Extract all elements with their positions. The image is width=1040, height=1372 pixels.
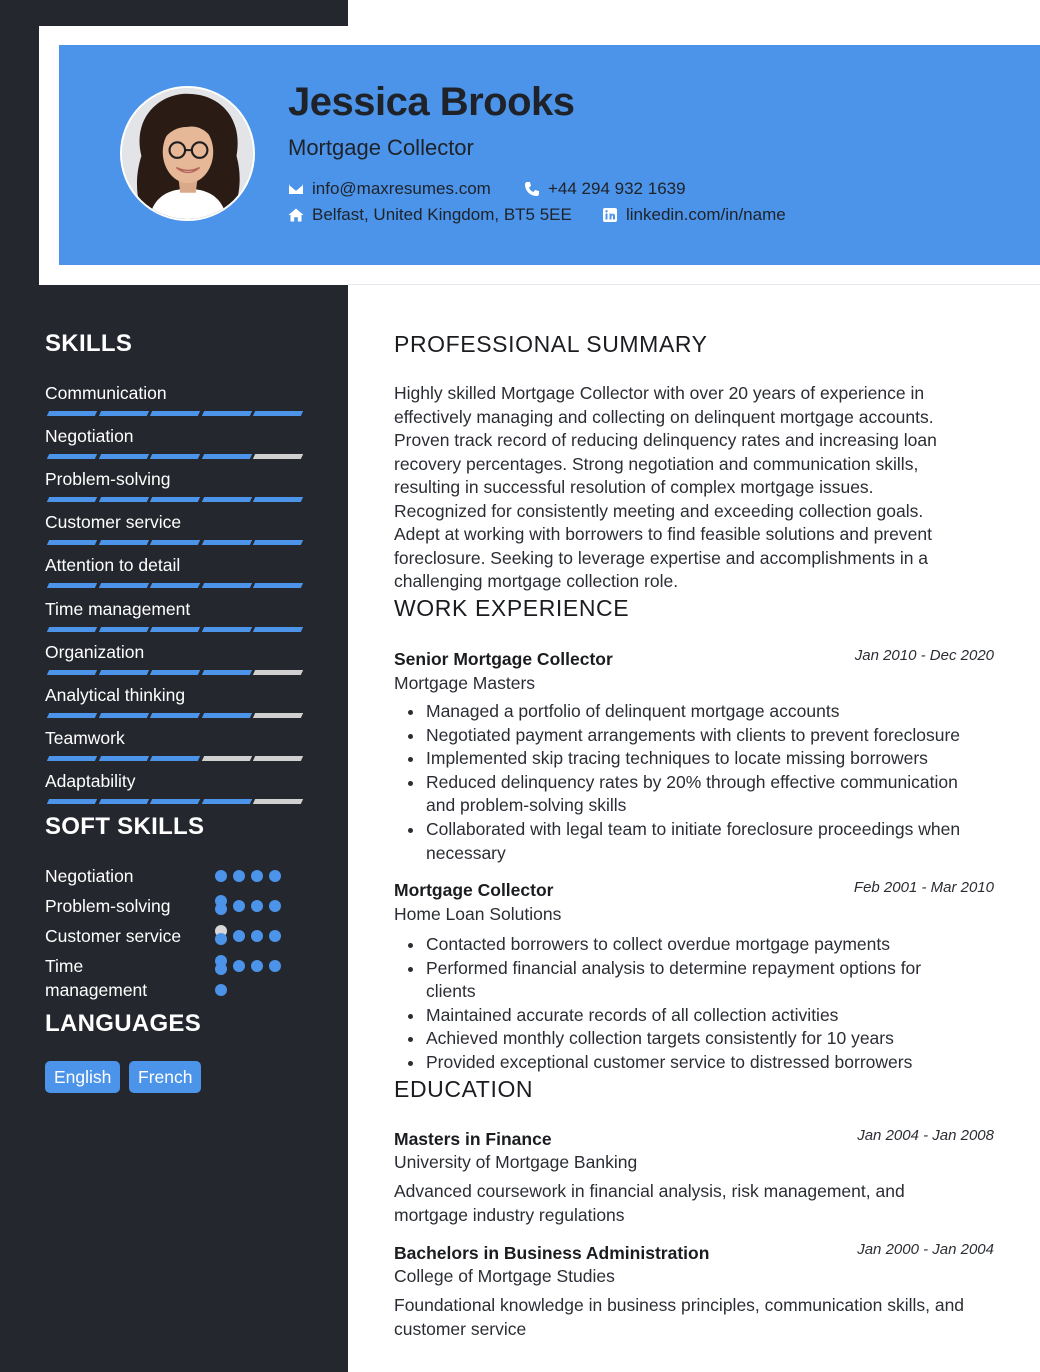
skill-segment-filled [201,411,251,416]
skill-segment-filled [150,627,200,632]
education-heading: EDUCATION [394,1076,534,1102]
skill-segment-filled [98,411,148,416]
skill-label: Communication [45,383,167,403]
location-text: Belfast, United Kingdom, BT5 5EE [312,205,572,224]
bullet-item: Maintained accurate records of all collection activities [404,1004,1000,1028]
skill-label: Customer service [45,512,182,532]
bullet-item: Managed a portfolio of delinquent mortgage accounts [404,700,1000,724]
skill-segment-filled [253,583,303,588]
home-icon [288,207,304,223]
education-description [394,1294,994,1341]
skill-segment-filled [201,799,251,804]
skill-segment-filled [98,583,148,588]
summary-heading: PROFESSIONAL SUMMARY [394,331,708,357]
summary-line: Highly skilled Mortgage Collector with over 20 years of experience in [394,383,925,403]
job-company: Mortgage Masters [394,673,536,693]
skill-level-bar [45,540,303,548]
skill-segment-empty [253,799,303,804]
language-badge: English [45,1061,120,1093]
skill-segment-filled [150,411,200,416]
job-dates: Jan 2010 - Dec 2020 [854,647,994,664]
summary-line: recovery percentages. Strong negotiation and communication skills, [394,453,919,474]
soft-skill-label: Problem-solving [45,896,171,916]
skill-level-bar [45,497,303,505]
bullet-item: Collaborated with legal team to initiate foreclosure proceedings when necessary [404,818,1000,865]
summary-line: Adept at working with borrowers to find feasible solutions and prevent [394,524,932,544]
bullet-item: Provided exceptional customer service to distressed borrowers [404,1051,1000,1075]
skill-segment-filled [201,670,251,675]
skill-segment-filled [98,713,148,718]
email-contact[interactable] [288,179,491,199]
skill-level-bar [45,454,303,462]
job-title: Mortgage Collector [394,880,554,900]
bullet-item: Implemented skip tracing techniques to locate missing borrowers [404,747,1000,771]
skill-segment-filled [150,670,200,675]
linkedin-icon [602,207,618,223]
skill-label: Time management [45,599,191,619]
bullet-item: Achieved monthly collection targets consistently for 10 years [404,1027,1000,1051]
summary-line: challenging mortgage collection role. [394,571,679,591]
skill-segment-filled [150,497,200,502]
skill-segment-filled [47,670,97,675]
rating-dot [233,870,245,882]
skill-segment-filled [150,454,200,459]
skill-segment-filled [150,799,200,804]
rating-dot [233,930,245,942]
education-desc-line: mortgage industry regulations [394,1204,625,1225]
skill-segment-filled [253,411,303,416]
education-dates: Jan 2004 - Jan 2008 [857,1127,994,1144]
job-dates: Feb 2001 - Mar 2010 [853,879,994,896]
location-contact [288,205,572,225]
skill-segment-filled [201,540,251,545]
email-text: info@maxresumes.com [312,179,491,198]
bullet-item: Negotiated payment arrangements with clients to prevent foreclosure [404,724,1000,748]
bullet-item: Reduced delinquency rates by 20% through effective communication and problem-solving skills [404,771,1000,818]
skill-segment-filled [253,627,303,632]
soft-skills-heading: SOFT SKILLS [45,813,205,840]
education-desc-line: customer service [394,1318,527,1339]
skill-segment-filled [98,627,148,632]
skill-segment-empty [253,713,303,718]
rating-dot [215,963,227,975]
summary-line: Proven track record of reducing delinquency rates and increasing loan [394,430,937,450]
skill-segment-filled [98,670,148,675]
school-name: College of Mortgage Studies [394,1266,615,1286]
summary-text [394,382,994,594]
job-bullets [404,933,1000,1075]
skill-level-bar [45,583,303,591]
rating-dot [251,930,263,942]
job-bullets [404,700,1000,865]
school-name: University of Mortgage Banking [394,1152,638,1172]
profile-photo [122,88,253,219]
skill-segment-filled [201,627,251,632]
skill-level-bar [45,411,303,419]
bullet-item: Contacted borrowers to collect overdue mortgage payments [404,933,1000,957]
education-dates: Jan 2000 - Jan 2004 [857,1241,994,1258]
skill-segment-filled [201,713,251,718]
rating-dot [215,903,227,915]
skill-segment-filled [98,540,148,545]
skill-level-bar [45,756,303,764]
phone-text: +44 294 932 1639 [548,179,686,198]
skill-segment-filled [150,583,200,588]
language-badge: French [129,1061,201,1093]
skill-segment-filled [98,497,148,502]
skill-segment-filled [150,540,200,545]
rating-dot [269,960,281,972]
skill-segment-filled [47,713,97,718]
skills-heading: SKILLS [45,330,133,357]
rating-dot [269,930,281,942]
summary-line: effectively managing and collecting on delinquent mortgage accounts. [394,406,934,427]
rating-dot [251,900,263,912]
rating-dot [251,960,263,972]
rating-dot [215,984,227,996]
skill-segment-filled [47,497,97,502]
skill-segment-filled [253,497,303,502]
soft-skill-label: Time management [45,956,148,1000]
skill-segment-filled [47,540,97,545]
soft-skill-label: Customer service [45,926,182,946]
summary-line: foreclosure. Seeking to leverage expertise and accomplishments in a [394,547,929,568]
summary-line: Recognized for consistently meeting and exceeding collection goals. [394,500,924,521]
bullet-item: Performed financial analysis to determine repayment options for clients [404,957,1000,1004]
phone-contact[interactable] [524,179,686,199]
skill-segment-filled [201,497,251,502]
degree-title: Bachelors in Business Administration [394,1243,710,1263]
skill-level-bar [45,799,303,807]
skill-level-bar [45,713,303,721]
rating-dot [269,870,281,882]
skill-segment-filled [253,540,303,545]
skill-segment-empty [253,454,303,459]
skill-segment-empty [201,756,251,761]
education-desc-line: Advanced coursework in financial analysis, risk management, and [394,1181,905,1201]
linkedin-contact[interactable] [602,205,786,225]
divider [348,284,1040,285]
rating-dot [233,960,245,972]
skill-segment-filled [47,799,97,804]
skill-segment-filled [47,583,97,588]
job-title: Senior Mortgage Collector [394,649,613,669]
job-company: Home Loan Solutions [394,904,562,924]
skill-segment-filled [150,713,200,718]
skill-segment-filled [47,627,97,632]
rating-dot [233,900,245,912]
skill-segment-filled [150,756,200,761]
rating-dot [215,933,227,945]
skill-segment-filled [47,411,97,416]
skill-level-bar [45,627,303,635]
rating-dot [251,870,263,882]
candidate-title: Mortgage Collector [288,135,474,160]
skill-segment-filled [98,799,148,804]
education-description [394,1180,994,1227]
skill-label: Attention to detail [45,555,181,575]
degree-title: Masters in Finance [394,1129,552,1149]
skill-segment-filled [201,454,251,459]
languages-heading: LANGUAGES [45,1010,202,1037]
skill-label: Negotiation [45,426,134,446]
avatar [120,86,255,221]
rating-dot [269,900,281,912]
education-desc-line: Foundational knowledge in business principles, communication skills, and [394,1295,965,1315]
summary-line: resulting in successful resolution of complex mortgage issues. [394,477,874,497]
soft-skill-label: Negotiation [45,866,134,886]
linkedin-text: linkedin.com/in/name [626,205,786,224]
skill-segment-filled [47,454,97,459]
experience-heading: WORK EXPERIENCE [394,595,630,621]
skill-level-bar [45,670,303,678]
skill-segment-filled [201,583,251,588]
skill-segment-empty [253,756,303,761]
skill-label: Organization [45,642,145,662]
phone-icon [524,181,540,197]
envelope-icon [288,181,304,197]
candidate-name: Jessica Brooks [288,80,575,124]
skill-label: Analytical thinking [45,685,186,705]
skill-segment-filled [47,756,97,761]
skill-label: Adaptability [45,771,136,791]
skill-segment-filled [98,756,148,761]
skill-label: Teamwork [45,728,125,748]
skill-segment-empty [253,670,303,675]
rating-dot [215,870,227,882]
skill-label: Problem-solving [45,469,171,489]
skill-segment-filled [98,454,148,459]
